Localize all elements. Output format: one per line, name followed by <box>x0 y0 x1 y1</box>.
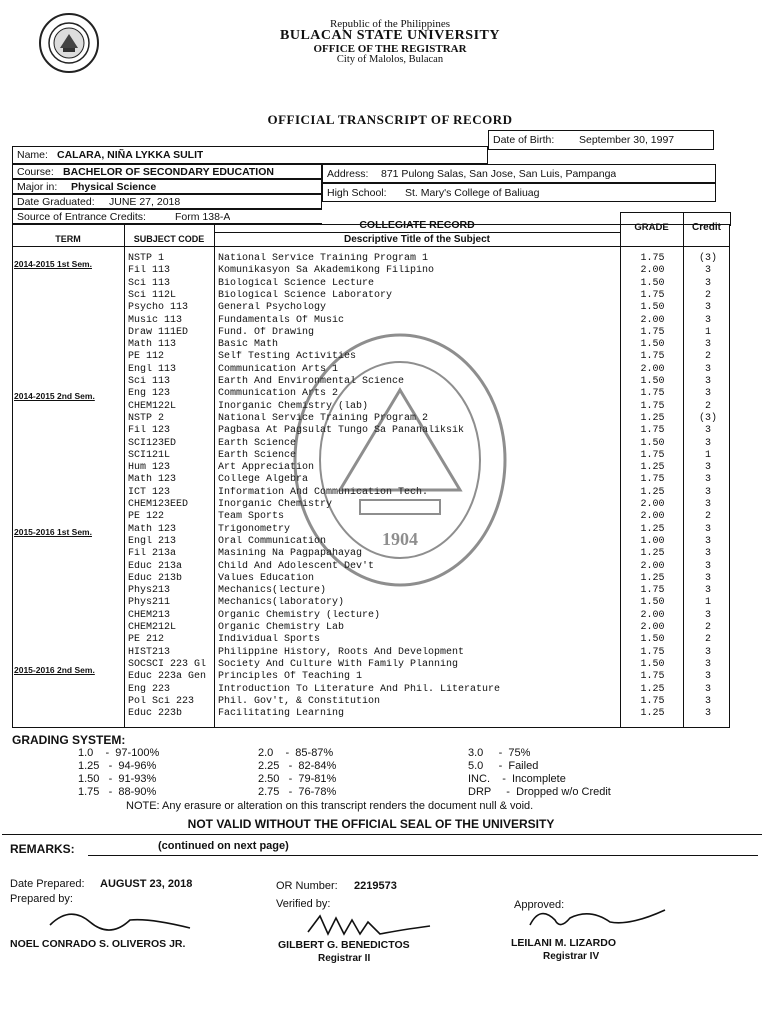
grading-entry: 2.50 - 79-81% <box>258 773 337 785</box>
entrance-value: Form 138-A <box>175 211 231 223</box>
or-number-value: 2219573 <box>354 880 397 892</box>
subject-grade: 1.75 <box>640 253 665 264</box>
subject-grade: 1.75 <box>640 327 665 338</box>
subject-credit: 2 <box>704 351 711 362</box>
subject-title: Basic Math <box>218 339 279 350</box>
subject-credit: 1 <box>704 450 711 461</box>
university-logo <box>38 12 100 74</box>
subject-code: Sci 112L <box>128 290 177 301</box>
subject-grade: 1.75 <box>640 425 665 436</box>
subject-title: Earth Science <box>218 438 297 449</box>
subject-title: Mechanics(laboratory) <box>218 597 345 608</box>
subject-title: Trigonometry <box>218 524 291 535</box>
major-box <box>12 179 322 194</box>
subject-code: Eng 223 <box>128 684 171 695</box>
subject-credit: 3 <box>704 438 711 449</box>
seal-year: 1904 <box>382 529 418 549</box>
dob-value: September 30, 1997 <box>579 134 675 146</box>
subject-title: Art Appreciation <box>218 462 315 473</box>
subject-credit: 3 <box>704 339 711 350</box>
subject-credit: 3 <box>704 536 711 547</box>
subject-grade: 2.00 <box>640 511 665 522</box>
grading-title: GRADING SYSTEM: <box>12 733 126 747</box>
subject-code-header: SUBJECT CODE <box>133 234 205 244</box>
subject-credit: 3 <box>704 278 711 289</box>
subject-grade: 1.25 <box>640 684 665 695</box>
subject-grade: 1.25 <box>640 487 665 498</box>
subject-grade: 1.50 <box>640 659 665 670</box>
highschool-label: High School: <box>327 187 387 199</box>
subject-title: Child And Adolescent Dev't <box>218 561 375 572</box>
remarks-label: REMARKS: <box>10 842 75 856</box>
subject-code: Educ 213b <box>128 573 183 584</box>
subject-code: Music 113 <box>128 315 183 326</box>
subject-code: Hum 123 <box>128 462 171 473</box>
verified-by-label: Verified by: <box>276 898 331 910</box>
preparer-name: NOEL CONRADO S. OLIVEROS JR. <box>10 938 186 950</box>
seal-notice: NOT VALID WITHOUT THE OFFICIAL SEAL OF THE UNIVERSITY <box>187 817 555 831</box>
grading-entry: 5.0 - Failed <box>468 760 539 772</box>
subject-code: Fil 213a <box>128 548 177 559</box>
highschool-value: St. Mary's College of Baliuag <box>405 187 540 199</box>
col-divider <box>620 212 621 728</box>
subject-code: CHEM212L <box>128 622 177 633</box>
approver-name: LEILANI M. LIZARDO <box>511 937 616 949</box>
official-seal-watermark <box>290 330 510 590</box>
subject-code: Educ 223b <box>128 708 183 719</box>
graduated-box <box>12 194 322 209</box>
subject-credit: 3 <box>704 499 711 510</box>
subject-title: Communication Arts 1 <box>218 364 339 375</box>
subject-title: Individual Sports <box>218 634 321 645</box>
subject-credit: 3 <box>704 585 711 596</box>
subject-code: ICT 123 <box>128 487 171 498</box>
subject-code: Engl 213 <box>128 536 177 547</box>
office-name: OFFICE OF THE REGISTRAR <box>313 43 467 55</box>
subject-code: CHEM213 <box>128 610 171 621</box>
subject-grade: 1.25 <box>640 573 665 584</box>
term-label: 2014-2015 2nd Sem. <box>14 391 95 401</box>
subject-title: Masining Na Pagpapahayag <box>218 548 363 559</box>
subject-credit: 2 <box>704 634 711 645</box>
subject-credit: 3 <box>704 315 711 326</box>
subject-grade: 1.75 <box>640 351 665 362</box>
subject-grade: 1.75 <box>640 647 665 658</box>
subject-grade: 2.00 <box>640 622 665 633</box>
subject-grade: 2.00 <box>640 610 665 621</box>
subject-grade: 1.25 <box>640 462 665 473</box>
divider <box>2 834 762 835</box>
approved-label: Approved: <box>514 899 565 911</box>
name-box <box>12 146 488 164</box>
subject-title: Organic Chemistry (lecture) <box>218 610 381 621</box>
subject-code: CHEM122L <box>128 401 177 412</box>
graduated-value: JUNE 27, 2018 <box>109 196 181 208</box>
major-value: Physical Science <box>71 181 157 193</box>
subject-credit: 3 <box>704 696 711 707</box>
grading-entry: 2.0 - 85-87% <box>258 747 334 759</box>
subject-title: Team Sports <box>218 511 285 522</box>
subject-title: Society And Culture With Family Planning <box>218 659 459 670</box>
subject-grade: 2.00 <box>640 499 665 510</box>
major-label: Major in: <box>17 181 58 193</box>
subject-code: Sci 113 <box>128 278 171 289</box>
address-value: 871 Pulong Salas, San Jose, San Luis, Pampanga <box>381 168 617 180</box>
subject-code: Phys211 <box>128 597 171 608</box>
subject-code: Educ 223a Gen <box>128 671 207 682</box>
subject-title: Inorganic Chemistry (lab) <box>218 401 369 412</box>
subject-grade: 1.75 <box>640 401 665 412</box>
subject-title: Facilitating Learning <box>218 708 345 719</box>
subject-title: Biological Science Laboratory <box>218 290 393 301</box>
subject-credit: 3 <box>704 684 711 695</box>
grading-entry: INC. - Incomplete <box>468 773 566 785</box>
preparer-signature <box>40 900 200 940</box>
subject-credit: 3 <box>704 364 711 375</box>
grading-entry: 2.75 - 76-78% <box>258 786 337 798</box>
subject-grade: 1.75 <box>640 696 665 707</box>
subject-code: Math 123 <box>128 524 177 535</box>
subject-code: Fil 113 <box>128 265 171 276</box>
subject-title: Earth Science <box>218 450 297 461</box>
subject-grade: 2.00 <box>640 364 665 375</box>
subject-grade: 1.50 <box>640 302 665 313</box>
subject-grade: 1.75 <box>640 474 665 485</box>
credit-header: Credit <box>692 222 721 233</box>
approver-signature <box>520 900 670 940</box>
subject-title: General Psychology <box>218 302 327 313</box>
grading-entry: DRP - Dropped w/o Credit <box>468 786 611 798</box>
name-label: Name: <box>17 149 48 161</box>
subject-code: Fil 123 <box>128 425 171 436</box>
subject-title: Introduction To Literature And Phil. Literature <box>218 684 501 695</box>
term-label: 2015-2016 1st Sem. <box>14 527 92 537</box>
subject-grade: 2.00 <box>640 561 665 572</box>
subject-code: Pol Sci 223 <box>128 696 195 707</box>
subject-title: Inorganic Chemistry <box>218 499 333 510</box>
subject-credit: 2 <box>704 511 711 522</box>
col-divider <box>683 212 684 728</box>
subject-code: Sci 113 <box>128 376 171 387</box>
subject-credit: 3 <box>704 388 711 399</box>
subject-code: SCI121L <box>128 450 171 461</box>
date-prepared-value: AUGUST 23, 2018 <box>100 878 193 890</box>
subject-grade: 1.75 <box>640 450 665 461</box>
remarks-value: (continued on next page) <box>158 840 289 852</box>
highschool-box <box>322 183 716 202</box>
address-label: Address: <box>327 168 369 180</box>
course-label: Course: <box>17 166 54 178</box>
header-rule <box>620 212 730 213</box>
subject-code: SOCSCI 223 Gl <box>128 659 207 670</box>
subject-grade: 1.50 <box>640 438 665 449</box>
subject-grade: 1.50 <box>640 597 665 608</box>
header-rule <box>12 246 730 247</box>
subject-grade: 1.25 <box>640 548 665 559</box>
term-label: 2015-2016 2nd Sem. <box>14 665 95 675</box>
address-box <box>322 164 716 183</box>
subject-title: Organic Chemistry Lab <box>218 622 345 633</box>
subject-credit: 3 <box>704 610 711 621</box>
subject-title: Komunikasyon Sa Akademikong Filipino <box>218 265 435 276</box>
subject-title: Philippine History, Roots And Development <box>218 647 465 658</box>
subject-title: Phil. Gov't, & Constitution <box>218 696 381 707</box>
subject-title: Mechanics(lecture) <box>218 585 327 596</box>
subject-code: Phys213 <box>128 585 171 596</box>
subject-code: NSTP 2 <box>128 413 165 424</box>
subject-title: Biological Science Lecture <box>218 278 375 289</box>
subject-credit: 3 <box>704 647 711 658</box>
subject-grade: 1.75 <box>640 585 665 596</box>
subject-credit: (3) <box>698 253 717 264</box>
subject-code: Math 113 <box>128 339 177 350</box>
subject-credit: 3 <box>704 708 711 719</box>
subject-code: Math 123 <box>128 474 177 485</box>
city-line: City of Malolos, Bulacan <box>336 54 444 65</box>
subject-title: Earth And Environmental Science <box>218 376 405 387</box>
subject-credit: 3 <box>704 425 711 436</box>
subject-credit: 1 <box>704 327 711 338</box>
subject-grade: 1.75 <box>640 671 665 682</box>
subject-credit: 3 <box>704 376 711 387</box>
subject-code: SCI123ED <box>128 438 177 449</box>
remarks-line <box>88 855 758 856</box>
subject-credit: 3 <box>704 671 711 682</box>
or-number-label: OR Number: <box>276 880 338 892</box>
subject-credit: 3 <box>704 265 711 276</box>
subject-title: Fund. Of Drawing <box>218 327 315 338</box>
prepared-by-label: Prepared by: <box>10 893 73 905</box>
subject-title: Pagbasa At Pagsulat Tungo Sa Pananaliksik <box>218 425 465 436</box>
col-divider <box>124 224 125 728</box>
grading-entry: 3.0 - 75% <box>468 747 531 759</box>
subject-grade: 2.00 <box>640 315 665 326</box>
subject-title: Fundamentals Of Music <box>218 315 345 326</box>
subject-grade: 1.50 <box>640 278 665 289</box>
subject-credit: 3 <box>704 474 711 485</box>
subject-code: Psycho 113 <box>128 302 189 313</box>
subject-title: College Algebra <box>218 474 309 485</box>
subject-grade: 1.25 <box>640 413 665 424</box>
grading-entry: 1.75 - 88-90% <box>78 786 157 798</box>
term-header: TERM <box>55 234 81 244</box>
subject-grade: 1.50 <box>640 339 665 350</box>
subject-code: Eng 123 <box>128 388 171 399</box>
republic-line: Republic of the Philippines <box>329 18 451 30</box>
subject-credit: 3 <box>704 573 711 584</box>
subject-grade: 1.25 <box>640 524 665 535</box>
subject-title: National Service Training Program 1 <box>218 253 429 264</box>
approver-title: Registrar IV <box>543 951 600 962</box>
col-divider <box>214 224 215 728</box>
subject-title: Communication Arts 2 <box>218 388 339 399</box>
subject-grade: 1.25 <box>640 708 665 719</box>
subject-credit: 2 <box>704 290 711 301</box>
subject-title: Values Education <box>218 573 315 584</box>
subject-credit: 2 <box>704 401 711 412</box>
descriptive-header: Descriptive Title of the Subject <box>344 234 490 245</box>
verifier-title: Registrar II <box>318 953 371 964</box>
course-value: BACHELOR OF SECONDARY EDUCATION <box>63 166 274 178</box>
subject-code: HIST213 <box>128 647 171 658</box>
verifier-name: GILBERT G. BENEDICTOS <box>278 939 410 951</box>
subject-code: PE 122 <box>128 511 165 522</box>
grading-entry: 1.50 - 91-93% <box>78 773 157 785</box>
subject-code: Educ 213a <box>128 561 183 572</box>
document-title: OFFICIAL TRANSCRIPT OF RECORD <box>267 112 513 127</box>
subject-title: Self Testing Activities <box>218 351 357 362</box>
subject-code: NSTP 1 <box>128 253 165 264</box>
subject-credit: 1 <box>704 597 711 608</box>
subject-grade: 1.75 <box>640 388 665 399</box>
name-value: CALARA, NIÑA LYKKA SULIT <box>57 149 204 161</box>
term-label: 2014-2015 1st Sem. <box>14 259 92 269</box>
grading-entry: 2.25 - 82-84% <box>258 760 337 772</box>
subject-title: Information And Communication Tech. <box>218 487 429 498</box>
university-name: BULACAN STATE UNIVERSITY <box>280 28 500 43</box>
grading-note: NOTE: Any erasure or alteration on this transcript renders the document null & void. <box>126 800 534 812</box>
subject-grade: 1.00 <box>640 536 665 547</box>
subject-title: Principles Of Teaching 1 <box>218 671 363 682</box>
subject-credit: 2 <box>704 622 711 633</box>
subject-code: CHEM123EED <box>128 499 189 510</box>
subject-credit: 3 <box>704 561 711 572</box>
course-box <box>12 164 322 179</box>
date-prepared-label: Date Prepared: <box>10 878 85 890</box>
subject-credit: (3) <box>698 413 717 424</box>
subject-credit: 3 <box>704 524 711 535</box>
dob-label: Date of Birth: <box>493 134 555 146</box>
subject-grade: 2.00 <box>640 265 665 276</box>
entrance-label: Source of Entrance Credits: <box>17 211 146 223</box>
graduated-label: Date Graduated: <box>17 196 95 208</box>
subject-grade: 1.50 <box>640 376 665 387</box>
header-rule <box>214 232 620 233</box>
collegiate-header: COLLEGIATE RECORD <box>359 219 475 231</box>
grading-entry: 1.25 - 94-96% <box>78 760 157 772</box>
subject-credit: 3 <box>704 548 711 559</box>
header-rule <box>730 212 731 226</box>
subject-credit: 3 <box>704 462 711 473</box>
subject-grade: 1.50 <box>640 634 665 645</box>
grade-header: GRADE <box>634 222 669 233</box>
grading-entry: 1.0 - 97-100% <box>78 747 160 759</box>
subject-code: Draw 111ED <box>128 327 189 338</box>
subject-credit: 3 <box>704 487 711 498</box>
subject-code: PE 212 <box>128 634 165 645</box>
subject-code: PE 112 <box>128 351 165 362</box>
dob-box <box>488 130 714 150</box>
subject-code: Engl 113 <box>128 364 177 375</box>
subject-grade: 1.75 <box>640 290 665 301</box>
subject-credit: 3 <box>704 659 711 670</box>
subject-title: Oral Communication <box>218 536 327 547</box>
subject-credit: 3 <box>704 302 711 313</box>
subject-title: National Service Training Program 2 <box>218 413 429 424</box>
